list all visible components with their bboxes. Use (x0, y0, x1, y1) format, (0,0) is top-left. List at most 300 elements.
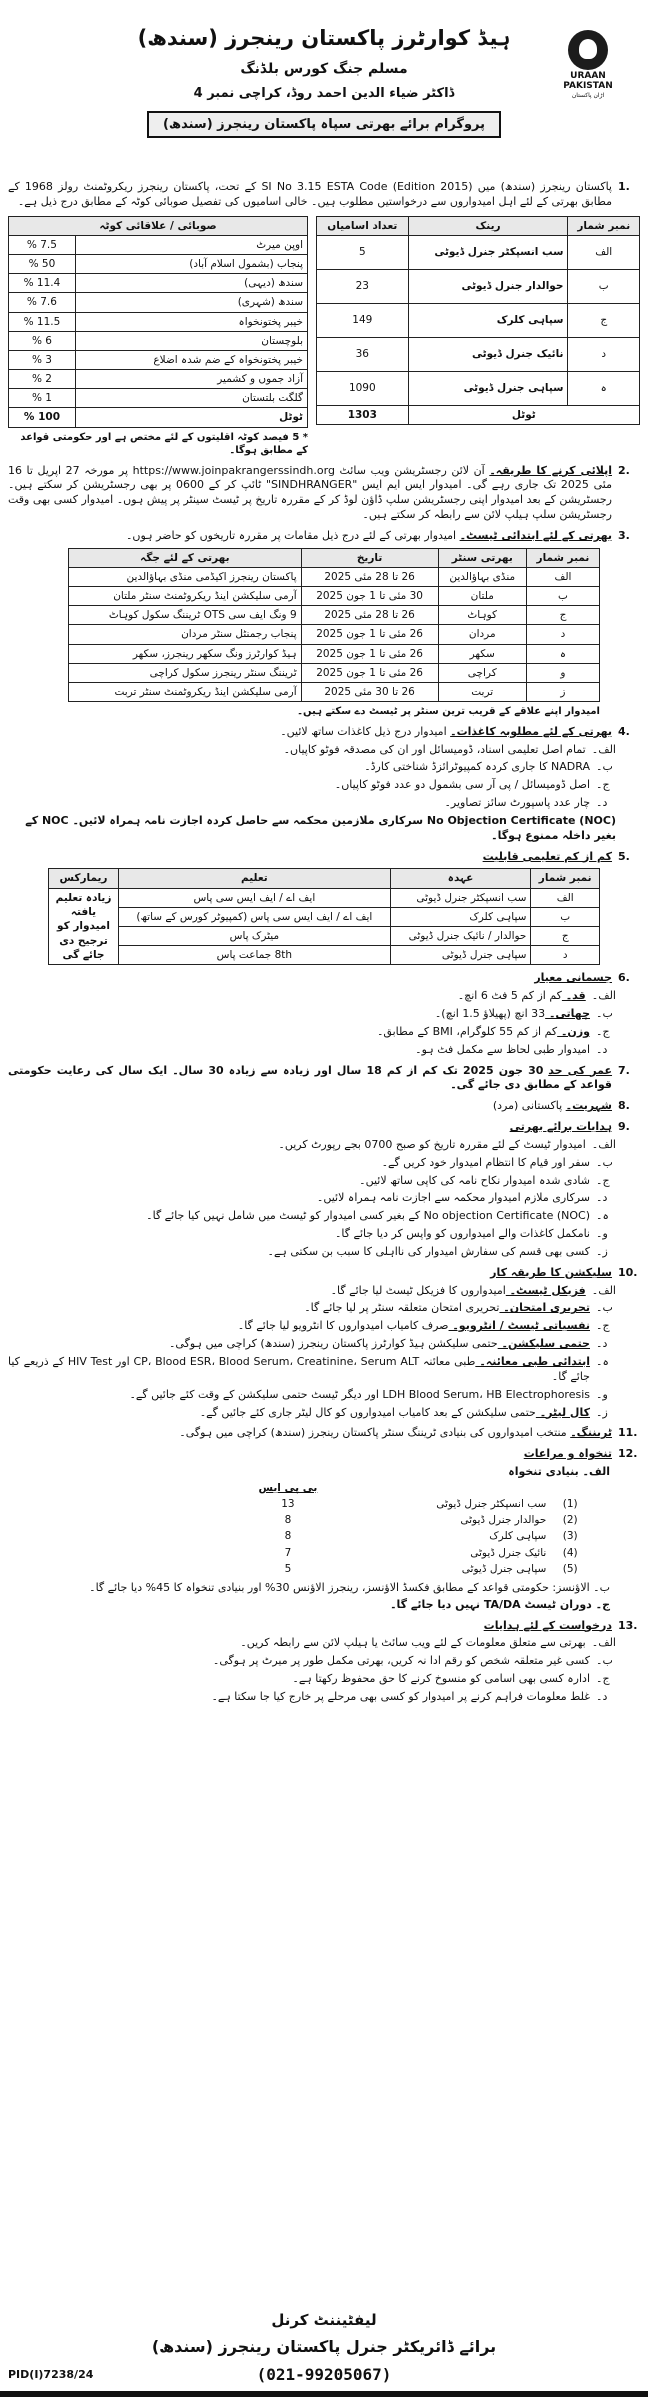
test-centers-table (68, 548, 600, 702)
section-number: 7. (618, 1063, 630, 1077)
signature-block (0, 2310, 648, 2385)
section-heading: کم از کم تعلیمی قابلیت (482, 849, 612, 863)
education-post: سپاہی کلرک (390, 907, 531, 926)
pay-number: (4) (562, 1546, 578, 1559)
selection-step-label: حتمی سلیکشن۔ (497, 1337, 590, 1351)
posts-row (317, 303, 640, 337)
section-number: 5. (618, 849, 630, 863)
selection-step-serial: الف۔ (591, 1283, 616, 1297)
centers-column-header: بھرتی سنٹر (438, 548, 526, 567)
selection-step-label: تحریری امتحان۔ (499, 1301, 590, 1315)
centers-city: مردان (438, 625, 526, 644)
noc-instruction: No Objection Certificate (NOC) سرکاری ملازمین محکمہ سے حاصل کردہ اجازت نامہ ہمراہ لائیں۔ NOC کے بغیر داخلہ ممنوع ہوگا۔ (25, 813, 616, 842)
section-number: 8. (618, 1099, 630, 1113)
quota-area: آزاد جموں و کشمیر (75, 370, 307, 389)
selection-step-label: نفسیاتی ٹیسٹ / انٹرویو۔ (448, 1319, 590, 1333)
selection-step-serial: و۔ (596, 1387, 608, 1401)
education-row (49, 926, 600, 945)
selection-step-label: ابتدائی طبی معائنہ۔ (475, 1355, 590, 1368)
application-note-text (8, 1636, 586, 1651)
program-banner: پروگرام برائے بھرتی سپاہ پاکستان رینجرز (سندھ) (147, 111, 501, 139)
pay-bps: 5 (284, 1562, 292, 1575)
application-note-content: غلط معلومات فراہم کرنے پر امیدوار کو کسی بھی مرحلے پر خارج کیا جا سکتا ہے۔ (211, 1690, 590, 1703)
education-serial: ج (531, 926, 600, 945)
education-column-header: ریمارکس (49, 869, 119, 888)
training-text: منتخب امیدواروں کی بنیادی ٹریننگ سنٹر پاکستان رینجرز (سندھ) کراچی میں ہوگی۔ (179, 1426, 567, 1440)
section-1 (8, 180, 640, 458)
quota-area: اوپن میرٹ (75, 235, 307, 254)
posts-rank: حوالدار جنرل ڈیوٹی (408, 269, 568, 303)
posts-total: 1303 (317, 405, 409, 424)
nationality-text: پاکستانی (مرد) (492, 1099, 563, 1113)
centers-date: 26 مئی تا 1 جون 2025 (301, 644, 438, 663)
contact-phone: (021-99205067) (256, 2364, 392, 2384)
instruction-item (8, 1209, 616, 1224)
pay-row (230, 1561, 590, 1577)
logo-subtext: اڑان پاکستان (571, 91, 605, 99)
section-6 (8, 971, 640, 1057)
quota-percentage: 6 % (9, 331, 76, 350)
centers-date: 30 مئی تا 1 جون 2025 (301, 587, 438, 606)
section-12 (8, 1447, 640, 1612)
centers-city: کراچی (438, 663, 526, 682)
application-note-item (8, 1690, 616, 1705)
selection-step-serial: ز۔ (596, 1405, 608, 1419)
education-row (49, 946, 600, 965)
education-requirement: ایف اے / ایف ایس سی پاس (کمپیوٹر کورس کے ساتھ) (119, 907, 391, 926)
section-number: 2. (618, 463, 630, 477)
section-5 (8, 850, 640, 966)
section-intro: امیدوار درج ذیل کاغذات ساتھ لائیں۔ (280, 724, 447, 738)
bps-column-header: بی پی ایس (258, 1481, 318, 1494)
education-serial: د (531, 946, 600, 965)
quota-table (8, 216, 308, 428)
application-note-content: ادارہ کسی بھی اسامی کو منسوخ کرنے کا حق محفوظ رکھتا ہے۔ (292, 1672, 590, 1686)
selection-step-text (8, 1406, 590, 1421)
centers-place: آرمی سلیکشن اینڈ ریکروٹمنٹ سنٹر تربت (69, 683, 302, 702)
centers-serial: د (526, 625, 599, 644)
instruction-content: سرکاری ملازم امیدوار محکمہ سے اجازت نامہ ہمراہ لائیں۔ (316, 1191, 590, 1205)
uraan-pakistan-logo (550, 30, 626, 100)
selection-step-text (8, 1301, 590, 1316)
instruction-serial: د۔ (596, 1191, 608, 1205)
section-7 (8, 1064, 640, 1094)
instruction-content: No objection Certificate (NOC) کے بغیر کسی امیدوار کو ٹیسٹ میں شامل نہیں کیا جائے گا۔ (146, 1209, 590, 1223)
centers-place: آرمی سلیکشن اینڈ ریکروٹمنٹ سنٹر ملتان (69, 587, 302, 606)
pay-row (230, 1545, 590, 1561)
education-table (48, 868, 600, 965)
document-content: اصل ڈومیسائل / پی آر سی بشمول دو عدد فوٹو کاپیاں۔ (334, 778, 590, 792)
instruction-content: شادی شدہ امیدوار نکاح نامہ کی کاپی ساتھ لائیں۔ (359, 1173, 590, 1187)
quota-percentage: 3 % (9, 350, 76, 369)
physical-standard-text (8, 1025, 590, 1040)
document-content: چار عدد پاسپورٹ سائز تصاویر۔ (444, 796, 590, 810)
logo-text: URAAN PAKISTAN (563, 71, 613, 91)
posts-rank: سپاہی کلرک (408, 303, 568, 337)
pay-bps: 8 (284, 1530, 292, 1543)
posts-serial: ب (568, 269, 640, 303)
physical-standard-label: وزن۔ (557, 1024, 590, 1038)
posts-count: 1090 (317, 371, 409, 405)
education-requirement: 8th جماعت پاس (119, 946, 391, 965)
section-number: 11. (618, 1426, 638, 1440)
application-note-serial: ب۔ (596, 1654, 613, 1668)
quota-area: خیبر پختونخواہ کے ضم شدہ اضلاع (75, 350, 307, 369)
selection-step-item (8, 1301, 616, 1316)
instruction-item (8, 1174, 616, 1189)
pay-number: (3) (562, 1530, 578, 1543)
quota-percentage: 7.5 % (9, 235, 76, 254)
quota-total: 100 % (9, 408, 76, 427)
centers-serial: و (526, 663, 599, 682)
section-heading: بھرتی کے لئے مطلوبہ کاغذات۔ (450, 724, 612, 738)
selection-step-item (8, 1319, 616, 1334)
physical-standard-item (8, 1043, 616, 1058)
centers-date: 26 تا 30 مئی 2025 (301, 683, 438, 702)
centers-city: تربت (438, 683, 526, 702)
physical-standard-serial: الف۔ (591, 989, 616, 1003)
section-4 (8, 725, 640, 844)
physical-standard-text (8, 1043, 590, 1058)
section-11 (8, 1426, 640, 1441)
section-number: 12. (618, 1447, 638, 1461)
quota-row (9, 370, 308, 389)
section-heading: شہریت۔ (565, 1099, 612, 1113)
physical-standard-serial: ج۔ (596, 1024, 610, 1038)
section-3 (8, 529, 640, 719)
section-number: 13. (618, 1618, 638, 1632)
pay-number: (1) (562, 1498, 578, 1511)
selection-step-content: حتمی سلیکشن کے بعد کامیاب امیدواروں کو کال لیٹر جاری کئے جائیں گے۔ (199, 1405, 536, 1419)
physical-standard-content: کم از کم 5 فٹ 6 انچ۔ (457, 989, 562, 1003)
section-number: 1. (618, 180, 630, 193)
section-heading: ٹریننگ۔ (570, 1426, 612, 1440)
section-number: 6. (618, 971, 630, 985)
posts-table (316, 216, 640, 425)
section-heading: بھرتی کے لئے ابتدائی ٹیسٹ۔ (459, 528, 612, 542)
selection-step-item (8, 1284, 616, 1299)
centers-row (69, 644, 600, 663)
quota-percentage: 7.6 % (9, 293, 76, 312)
centers-date: 26 مئی تا 1 جون 2025 (301, 663, 438, 682)
physical-standard-content: کم از کم 55 کلوگرام، BMI کے مطابق۔ (376, 1024, 558, 1038)
document-serial: ج۔ (596, 778, 610, 792)
signatory-rank: لیفٹیننٹ کرنل (271, 2311, 377, 2329)
application-note-content: کسی غیر متعلقہ شخص کو رقم ادا نہ کریں، بھرتی مکمل طور پر میرٹ پر ہوگی۔ (212, 1654, 590, 1668)
pid-number: PID(I)7238/24 (8, 2368, 94, 2382)
posts-column-header: تعداد اسامیاں (317, 216, 409, 235)
physical-standard-text (8, 989, 586, 1004)
section-13 (8, 1619, 640, 1705)
apply-instructions: آن لائن رجسٹریشن ویب سائٹ https://www.joinpakrangerssindh.org پر مورخہ 27 اپریل تا 16 مئی 2025 تک جاری رہے گی۔ امیدوار ایس ایم ایس "SINDHRANGER" ٹائپ کر کے 0600 پر بھی رجسٹریشن کر سکتے ہیں۔ رجسٹریشن کے بعد امیدوار اپنی رجسٹریشن سلپ ڈاؤن لوڈ کر کے مقررہ تاریخ پر ٹیسٹ سینٹر پر پیش ہوں۔ امیدوار کسی بھی وقت رجسٹریشن سلپ ہیلپ لائن سے رابطہ کر سکتے ہیں۔ (8, 463, 612, 522)
posts-row (317, 371, 640, 405)
minority-quota-note: * 5 فیصد کوٹہ اقلیتوں کے لئے مختص ہے اور حکومتی قواعد کے مطابق ہوگا۔ (20, 431, 308, 457)
selection-step-label: فزیکل ٹیسٹ۔ (505, 1283, 586, 1297)
quota-percentage: 2 % (9, 370, 76, 389)
selection-step-serial: ہ۔ (596, 1355, 609, 1368)
instruction-text (8, 1156, 590, 1171)
pay-row (230, 1512, 590, 1528)
centers-column-header: نمبر شمار (526, 548, 599, 567)
education-remarks: زیادہ تعلیم یافتہ امیدوار کو ترجیح دی جائے گی (49, 888, 119, 965)
document-text (8, 760, 590, 775)
section-heading: ہدایات برائے بھرتی (509, 1120, 612, 1134)
selection-step-serial: د۔ (596, 1337, 608, 1351)
posts-rank: سپاہی جنرل ڈیوٹی (408, 371, 568, 405)
physical-standard-label: چھاتی۔ (545, 1006, 590, 1020)
selection-step-content: امیدواروں کا فزیکل ٹیسٹ لیا جائے گا۔ (330, 1283, 506, 1297)
application-note-content: بھرتی سے متعلق معلومات کے لئے ویب سائٹ یا ہیلپ لائن سے رابطہ کریں۔ (240, 1636, 586, 1650)
quota-percentage: 11.4 % (9, 274, 76, 293)
pay-post: سپاہی کلرک (489, 1530, 547, 1543)
posts-total-label: ٹوٹل (408, 405, 639, 424)
centers-row (69, 606, 600, 625)
section-heading: درخواست کے لئے ہدایات (483, 1618, 612, 1632)
education-requirement: میٹرک پاس (119, 926, 391, 945)
posts-serial: د (568, 337, 640, 371)
instruction-item (8, 1227, 616, 1242)
selection-step-text (8, 1337, 590, 1352)
posts-serial: ہ (568, 371, 640, 405)
centers-serial: ہ (526, 644, 599, 663)
section-heading: سلیکشن کا طریقہ کار (490, 1265, 612, 1279)
centers-row (69, 663, 600, 682)
quota-row (9, 331, 308, 350)
section-2 (8, 464, 640, 523)
posts-table-wrap (316, 216, 640, 458)
instruction-serial: ب۔ (596, 1155, 613, 1169)
pay-number: (5) (562, 1562, 578, 1575)
selection-step-content: صرف کامیاب امیدواروں کا انٹرویو لیا جائے گا۔ (237, 1319, 449, 1333)
instruction-item (8, 1138, 616, 1153)
quota-row (9, 350, 308, 369)
posts-column-header: نمبر شمار (568, 216, 640, 235)
posts-count: 23 (317, 269, 409, 303)
pay-post: نائیک جنرل ڈیوٹی (470, 1546, 547, 1559)
pay-post: حوالدار جنرل ڈیوٹی (460, 1514, 547, 1527)
centers-serial: ج (526, 606, 599, 625)
posts-row (317, 235, 640, 269)
instruction-content: امیدوار ٹیسٹ کے لئے مقررہ تاریخ کو صبح 0700 بجے رپورٹ کریں۔ (278, 1137, 586, 1151)
section-number: 3. (618, 528, 630, 542)
instruction-item (8, 1156, 616, 1171)
quota-area: سندھ (شہری) (75, 293, 307, 312)
uraan-logo-icon (568, 30, 608, 70)
selection-step-item (8, 1406, 616, 1421)
centers-date: 26 تا 28 مئی 2025 (301, 606, 438, 625)
pay-row (230, 1528, 590, 1544)
instruction-item (8, 1245, 616, 1260)
education-column-header: تعلیم (119, 869, 391, 888)
centers-row (69, 625, 600, 644)
application-note-item (8, 1672, 616, 1687)
physical-standard-serial: د۔ (596, 1042, 608, 1056)
centers-date: 26 مئی تا 1 جون 2025 (301, 625, 438, 644)
centers-column-header: بھرتی کے لئے جگہ (69, 548, 302, 567)
quota-area: خیبر پختونخواہ (75, 312, 307, 331)
instruction-serial: ج۔ (596, 1173, 610, 1187)
section-10 (8, 1266, 640, 1421)
quota-percentage: 11.5 % (9, 312, 76, 331)
instruction-content: سفر اور قیام کا انتظام امیدوار خود کریں گے۔ (381, 1155, 590, 1169)
pay-number: (2) (562, 1514, 578, 1527)
application-note-serial: د۔ (596, 1690, 608, 1703)
document-serial: ب۔ (596, 760, 613, 774)
quota-percentage: 1 % (9, 389, 76, 408)
physical-standard-item (8, 1007, 616, 1022)
section-heading: عمر کی حد (548, 1063, 613, 1077)
document-item (8, 778, 616, 793)
document-item (8, 796, 616, 811)
posts-column-header: رینک (408, 216, 568, 235)
posts-rank: سب انسپکٹر جنرل ڈیوٹی (408, 235, 568, 269)
section-text: پاکستان رینجرز (سندھ) میں SI No 3.15 ESTA Code (Edition 2015) کے تحت، پاکستان رینجرز ریکروٹمنٹ رولز 1968 کے مطابق بھرتی کے لئے اہل امیدواروں سے درخواستیں مطلوب ہیں۔ خالی اسامیوں کی تفصیل صوبائی کوٹہ کے مطابق درج ذیل ہے۔ (8, 180, 612, 208)
instruction-text (8, 1209, 590, 1224)
education-row (49, 888, 600, 907)
centers-date: 26 تا 28 مئی 2025 (301, 567, 438, 586)
centers-serial: الف (526, 567, 599, 586)
education-post: حوالدار / نائیک جنرل ڈیوٹی (390, 926, 531, 945)
document-serial: د۔ (596, 796, 608, 810)
education-post: سپاہی جنرل ڈیوٹی (390, 946, 531, 965)
document-text (8, 796, 590, 811)
instruction-content: کسی بھی قسم کی سفارش امیدوار کی نااہلی کا سبب بن سکتی ہے۔ (267, 1244, 590, 1258)
pay-subheading: الف۔ بنیادی تنخواہ (508, 1465, 610, 1479)
section-heading: تنخواہ و مراعات (523, 1447, 612, 1461)
signatory-office: برائے ڈائریکٹر جنرل پاکستان رینجرز (سندھ) (151, 2337, 497, 2357)
section-number: 4. (618, 724, 630, 738)
posts-serial: الف (568, 235, 640, 269)
selection-step-item (8, 1355, 616, 1385)
pay-bps: 8 (284, 1514, 292, 1527)
physical-standard-content: امیدوار طبی لحاظ سے مکمل فٹ ہو۔ (415, 1042, 590, 1056)
building-name: مسلم جنگ کورس بلڈنگ (240, 61, 408, 78)
selection-step-serial: ب۔ (596, 1301, 613, 1315)
centers-city: سکھر (438, 644, 526, 663)
centers-column-header: تاریخ (301, 548, 438, 567)
posts-row (317, 269, 640, 303)
physical-standard-content: 33 انچ (پھیلاؤ 1.5 انچ)۔ (434, 1006, 546, 1020)
document-text (8, 743, 586, 758)
education-row (49, 907, 600, 926)
ta-da-text: ج۔ دوران ٹیسٹ TA/DA نہیں دیا جائے گا۔ (390, 1597, 610, 1611)
application-note-text (8, 1654, 590, 1669)
section-heading: جسمانی معیار (534, 971, 612, 985)
selection-step-text (8, 1284, 586, 1299)
quota-area: پنجاب (بشمول اسلام آباد) (75, 255, 307, 274)
section-number: 10. (618, 1265, 638, 1279)
vacancy-tables (8, 216, 640, 458)
selection-step-serial: ج۔ (596, 1319, 610, 1333)
selection-step-text (8, 1388, 590, 1403)
physical-standard-item (8, 989, 616, 1004)
document-text (8, 778, 590, 793)
education-column-header: عہدہ (390, 869, 531, 888)
section-number: 9. (618, 1120, 630, 1134)
posts-rank: نائیک جنرل ڈیوٹی (408, 337, 568, 371)
allowances-text: ب۔ الاؤنسز: حکومتی قواعد کے مطابق فکسڈ الاؤنسز، رینجرز الاؤنس 30% اور بنیادی تنخواہ کا 45% دیا جائے گا۔ (89, 1580, 610, 1594)
instruction-content: نامکمل کاغذات والے امیدواروں کو واپس کر دیا جائے گا۔ (334, 1227, 590, 1241)
pay-post: سب انسپکٹر جنرل ڈیوٹی (436, 1498, 547, 1511)
selection-step-content: طبی معائنہ CP، Blood ESR، Blood Serum، Creatinine، Serum ALT اور HIV Test کے ذریعے کیا جائے گا۔ (8, 1355, 590, 1383)
application-note-text (8, 1690, 590, 1705)
document-item (8, 760, 616, 775)
page-title: ہیڈ کوارٹرز پاکستان رینجرز (سندھ) (137, 26, 511, 50)
quota-row (9, 312, 308, 331)
centers-place: ٹریننگ سنٹر رینجرز سکول کراچی (69, 663, 302, 682)
centers-row (69, 587, 600, 606)
selection-step-item (8, 1388, 616, 1403)
instruction-text (8, 1245, 590, 1260)
document-serial: الف۔ (591, 742, 616, 756)
instruction-item (8, 1191, 616, 1206)
address: ڈاکٹر ضیاء الدین احمد روڈ، کراچی نمبر 4 (193, 86, 455, 102)
quota-area: گلگت بلتستان (75, 389, 307, 408)
pay-row (230, 1496, 590, 1512)
education-serial: ب (531, 907, 600, 926)
selection-step-content: تحریری امتحان متعلقہ سنٹر پر لیا جائے گا۔ (304, 1301, 500, 1315)
centers-place: ہیڈ کوارٹرز ونگ سکھر رینجرز، سکھر (69, 644, 302, 663)
posts-count: 149 (317, 303, 409, 337)
centers-place: 9 ونگ ایف سی OTS ٹریننگ سکول کوہاٹ (69, 606, 302, 625)
section-9 (8, 1120, 640, 1260)
selection-step-item (8, 1337, 616, 1352)
posts-count: 5 (317, 235, 409, 269)
instruction-serial: و۔ (596, 1227, 608, 1241)
quota-row (9, 235, 308, 254)
quota-area: بلوچستان (75, 331, 307, 350)
posts-row (317, 337, 640, 371)
centers-place: پاکستان رینجرز اکیڈمی منڈی بہاؤالدین (69, 567, 302, 586)
pay-post: سپاہی جنرل ڈیوٹی (461, 1562, 547, 1575)
quota-total-label: ٹوٹل (75, 408, 307, 427)
application-note-item (8, 1636, 616, 1651)
centers-place: پنجاب رجمنٹل سنٹر مردان (69, 625, 302, 644)
pay-scale-table (230, 1480, 590, 1577)
centers-row (69, 683, 600, 702)
centers-serial: ب (526, 587, 599, 606)
instruction-text (8, 1227, 590, 1242)
quota-area: سندھ (دیہی) (75, 274, 307, 293)
physical-standard-item (8, 1025, 616, 1040)
education-requirement: ایف اے / ایف ایس سی پاس (119, 888, 391, 907)
application-note-serial: ج۔ (596, 1672, 610, 1686)
quota-percentage: 50 % (9, 255, 76, 274)
quota-row (9, 389, 308, 408)
document-content: NADRA کا جاری کردہ کمپیوٹرائزڈ شناختی کارڈ۔ (364, 760, 590, 774)
centers-city: کوہاٹ (438, 606, 526, 625)
physical-standard-text (8, 1007, 590, 1022)
centers-city: منڈی بہاؤالدین (438, 567, 526, 586)
centers-row (69, 567, 600, 586)
education-column-header: نمبر شمار (531, 869, 600, 888)
physical-standard-serial: ب۔ (596, 1006, 613, 1020)
education-post: سب انسپکٹر جنرل ڈیوٹی (390, 888, 531, 907)
pay-bps: 13 (281, 1498, 295, 1511)
application-note-serial: الف۔ (591, 1636, 616, 1650)
selection-step-content: حتمی سلیکشن ہیڈ کوارٹرز پاکستان رینجرز (سندھ) کراچی میں ہوگی۔ (168, 1337, 498, 1351)
application-note-text (8, 1672, 590, 1687)
selection-step-label: کال لیٹر۔ (535, 1405, 590, 1419)
posts-count: 36 (317, 337, 409, 371)
education-serial: الف (531, 888, 600, 907)
age-limit-text: 30 جون 2025 تک کم از کم 18 سال اور زیادہ سے زیادہ 30 سال۔ ایک سال کی رعایت حکومتی قواعد کے مطابق دی جائے گی۔ (8, 1063, 612, 1092)
instruction-serial: ہ۔ (596, 1209, 609, 1223)
section-intro: امیدوار بھرتی کے لئے درج ذیل مقامات پر مقررہ تاریخوں کو حاضر ہوں۔ (125, 528, 457, 542)
quota-row (9, 274, 308, 293)
instruction-serial: ز۔ (596, 1244, 608, 1258)
instruction-text (8, 1191, 590, 1206)
